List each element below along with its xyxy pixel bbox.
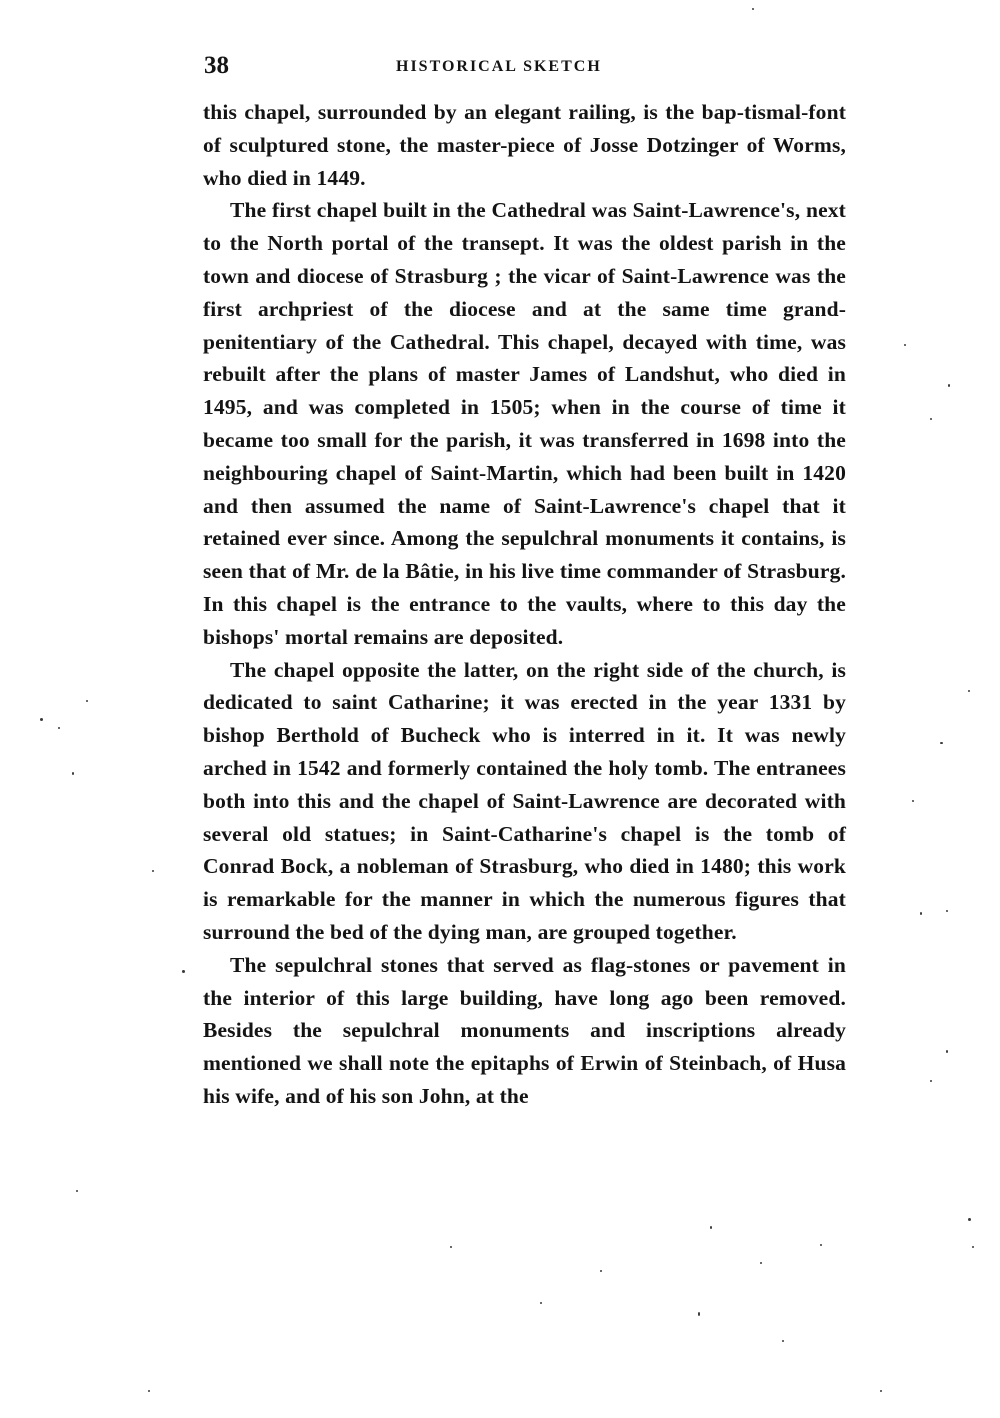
scan-speck: [930, 418, 932, 420]
scan-speck: [600, 1270, 602, 1272]
paragraph-saint-catharine-chapel: The chapel opposite the latter, on the right side of the church, is dedicated to saint Catharine; it was erected in the year 1331 by bishop Berthold of Bucheck who is interred in it. It was newly arched in 1542 and formerly contained the holy tomb. The entranees both into this and the chapel of Saint-Lawrence are decorated with several old statues; in Saint-Catharine's chapel is the tomb of Conrad Bock, a nobleman of Strasburg, who died in 1480; this work is remarkable for the manner in which the numerous figures that surround the bed of the dying man, are grouped together.: [203, 657, 846, 944]
paragraph-saint-lawrence-chapel: The first chapel built in the Cathedral was Saint-Lawrence's, next to the North portal of the transept. It was the oldest parish in the town and diocese of Strasburg ; the vicar of Saint-Lawrence was the first archpriest of the diocese and at the same time grand-penitentiary of the Cathedral. This chapel, decayed with time, was rebuilt after the plans of master James of Landshut, who died in 1495, and was completed in 1505; when in the course of time it became too small for the parish, it was transferred in 1698 into the neighbouring chapel of Saint-Martin, which had been built in 1420 and then assumed the name of Saint-Lawrence's chapel that it retained ever since. Among the sepulchral monuments it contains, is seen that of Mr. de la Bâtie, in his live time commander of Strasburg. In this chapel is the entrance to the vaults, where to this day the bishops' mortal remains are deposited.: [203, 198, 846, 649]
page-header: [200, 52, 850, 86]
scan-speck: [940, 742, 943, 744]
scan-speck: [948, 384, 950, 387]
scan-speck: [930, 1080, 932, 1082]
scan-speck: [72, 772, 74, 775]
paragraph-sepulchral-stones: The sepulchral stones that served as flag-stones or pavement in the interior of this large building, have long ago been removed. Besides the sepulchral monuments and inscriptions already mentioned we shall note the epitaphs of Erwin of Steinbach, of Husa his wife, and of his son John, at the: [203, 952, 846, 1108]
scan-speck: [920, 912, 922, 915]
page-number: 38: [204, 52, 229, 79]
scan-speck: [182, 970, 185, 973]
scan-speck: [782, 1340, 784, 1342]
scan-speck: [968, 690, 970, 692]
scan-speck: [912, 800, 914, 802]
scan-speck: [820, 1244, 822, 1246]
scan-speck: [904, 344, 906, 346]
scan-speck: [152, 870, 154, 872]
scan-speck: [946, 910, 948, 912]
scan-speck: [58, 727, 60, 729]
scan-speck: [148, 1390, 150, 1392]
scan-speck: [946, 1050, 948, 1053]
scan-speck: [880, 1390, 882, 1392]
scan-speck: [752, 8, 754, 10]
running-title: HISTORICAL SKETCH: [396, 58, 602, 75]
scan-speck: [972, 1246, 974, 1248]
scan-speck: [540, 1302, 542, 1304]
scan-speck: [710, 1226, 712, 1229]
body-text: [203, 96, 846, 1113]
scan-speck: [76, 1190, 78, 1192]
scan-speck: [968, 1218, 971, 1221]
scan-speck: [40, 718, 43, 721]
scan-speck: [450, 1246, 452, 1248]
paragraph-continuation: this chapel, surrounded by an elegant railing, is the bap-tismal-font of sculptured stone, the master-piece of Josse Dotzinger of Worms, who died in 1449.: [203, 100, 846, 190]
scan-speck: [760, 1262, 762, 1264]
scan-speck: [698, 1312, 700, 1316]
scan-speck: [86, 700, 88, 702]
